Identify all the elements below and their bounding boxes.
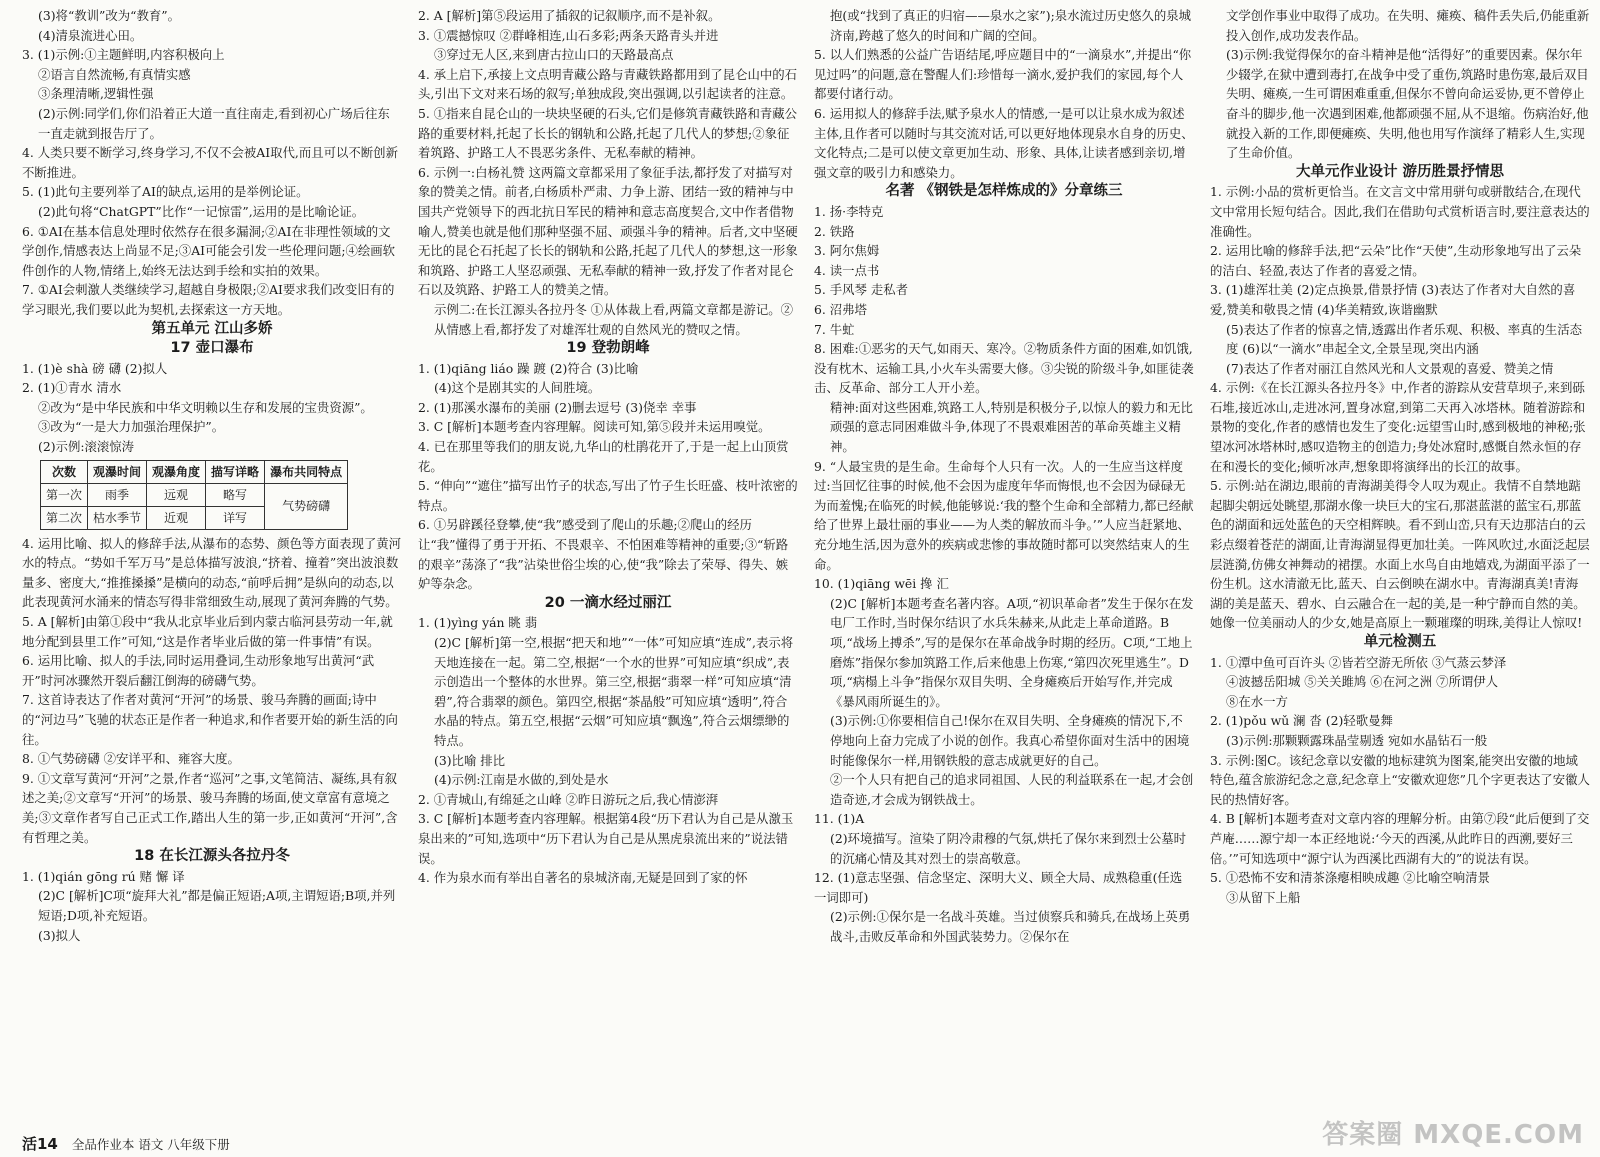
answer-line: 抱(或“找到了真正的归宿——泉水之家”);泉水流过历史悠久的泉城济南,跨越了悠久的时间和广阔的空间。 [830,8,1192,43]
section-heading: 单元检测五 [1363,634,1437,650]
answer-line: (2)示例:同学们,你们沿着正大道一直往南走,看到初心广场后往东一直走就到报告厅了。 [38,105,390,141]
answer-line: 7. 牛虻 [814,321,855,337]
answer-line: (5)表达了作者的惊喜之情,透露出作者乐观、积极、率真的生活态度 (6)以“一滴水”串起全文,全景呈现,突出内涵 [1226,321,1583,357]
answer-line: (2)示例:①保尔是一名战斗英雄。当过侦察兵和骑兵,在战场上英勇战斗,击败反革命和外国武装势力。②保尔在 [830,909,1191,944]
answer-line: 2. (1)①青水 清水 [22,380,122,396]
answer-line: (2)C [解析]本题考查名著内容。A项,“初识革命者”发生于保尔在发电厂工作时,当时保尔结识了水兵朱赫来,从此走上革命道路。B项,“战场上搏杀”,写的是保尔在革命战争时期的经历。C项,“工地上磨炼”指保尔参加筑路工作,后来他患上伤寒,“第四次死里逃生”。D项,“病榻上斗争”指保尔双目失明、全身瘫痪后开始写作,并完成《暴风雨所诞生的》。 [830,595,1194,709]
answer-line: (3)示例:①你要相信自己!保尔在双目失明、全身瘫痪的情况下,不停地向上奋力完成了小说的创作。我真心希望你面对生活中的困境时能像保尔一样,用钢铁般的意志成就更好的自己。 [830,713,1190,768]
answer-line: (3)示例:我觉得保尔的奋斗精神是他“活得好”的重要因素。保尔年少辍学,在狱中遭到毒打,在战争中受了重伤,筑路时患伤寒,最后双目失明、瘫痪,一生可谓困难重重,但保尔不曾向命运妥协,更不曾停止奋斗的脚步,他一次遇到困难,他都顽强不屈,从不退缩。伤病治好,他就投入新的工作,即便瘫痪、失明,他也用写作演绎了精彩人生,实现了生命价值。 [1226,47,1589,161]
page-footer [22,1133,230,1154]
column-3 [814,6,1194,1134]
answer-line: (4)示例:江南是水做的,到处是水 [434,772,609,788]
answer-line: (2)C [解析]C项“旋拜大礼”都是偏正短语;A项,主谓短语;B项,并列短语;D项,补充短语。 [38,888,396,923]
answer-line: 5. 示例:站在湖边,眼前的青海湖美得令人叹为观止。我情不自禁地踮起脚尖朝远处眺望,那湖水像一块巨大的宝石,那湛蓝湛的蓝宝石,那蓝色的湖面和远处蓝色的天空相辉映。看不到山峦,只有天边那洁白的云彩点缀着苍茫的湖面,让青海湖显得更加壮美。一阵风吹过,水面泛起层层涟漪,仿佛女神舞动的裙摆。水面上水鸟自由地嬉戏,为湖面平添了一份生机。这水清澈无比,蓝天、白云倒映在湖水中。青海湖真美!青海湖的美是蓝天、碧水、白云融合在一起的美,是一种宁静而自然的美。她像一位美丽动人的少女,她是高原上一颗璀璨的明珠,美得让人惊叹! [1210,478,1590,631]
answer-line: 3. (1)雄浑壮美 (2)定点换景,借景抒情 (3)表达了作者对大自然的喜爱,赞美和敬畏之情 (4)华美精致,诙谐幽默 [1210,282,1576,317]
columns [22,6,1590,1134]
section-heading: 17 壶口瀑布 [170,340,254,357]
answer-line: ②一个人只有把自己的追求同祖国、人民的利益联系在一起,才会创造奇迹,才会成为钢铁战士。 [830,772,1194,807]
answer-line: 1. 扬·李特克 [814,203,884,219]
answer-line: 2. ①青城山,有绵延之山峰 ②昨日游玩之后,我心情澎湃 [418,791,719,807]
table-header-cell: 描写详略 [206,460,265,483]
answer-line: 5. ①恐怖不安和清茶涤瘪相映成趣 ②比喻空响清景 [1210,870,1490,886]
table-cell: 雨季 [88,483,147,506]
table-cell: 枯水季节 [88,506,147,529]
answer-line: ③穿过无人区,来到唐古拉山口的天路最高点 [434,47,674,63]
answer-line: 3. 阿尔焦姆 [814,243,880,259]
table-header-cell: 次数 [41,460,88,483]
answer-line: (4)清泉流进心田。 [38,27,143,43]
answer-line: 6. 运用拟人的修辞手法,赋予泉水人的情感,一是可以让泉水成为叙述主体,且作者可以随时与其交流对话,可以更好地体现泉水自身的历史、文化特点;二是可以使文章更加生动、形象、具体,让读者感到亲切,增强文章的吸引力和感染力。 [814,105,1194,180]
answer-line: 8. ①气势磅礴 ②安详平和、雍容大度。 [22,751,240,767]
answer-line: 文学创作事业中取得了成功。在失明、瘫痪、稿件丢失后,仍能重新投入创作,成功发表作品。 [1226,8,1590,43]
table-header-row [41,460,348,483]
answer-line: 4. 示例:《在长江源头各拉丹冬》中,作者的游踪从安营草坝子,来到砾石堆,接近冰山,走进冰河,置身冰窟,到第二天再入冰塔林。随着游踪和景物的变化,作者的感情也发生了变化:远望雪山时,感到极地的神秘;张望冰河冰塔林时,感叹造物主的创造力;身处冰窟时,感慨自然永恒的存在和漫长的变化;倾听冰声,想象即将演绎出的长江的故事。 [1210,380,1586,474]
answer-line: 4. 已在那里等我们的朋友说,九华山的杜鹃花开了,于是一起上山顶赏花。 [418,439,789,474]
table-row [41,483,348,506]
answer-line: 6. 沼弗塔 [814,301,867,317]
section-heading: 19 登勃朗峰 [566,340,650,357]
answer-line: 7. 这首诗表达了作者对黄河“开河”的场景、骏马奔腾的画面;诗中的“河边马”飞驰的状态正是作者一种追求,和作者要开始的新生活的向往。 [22,692,398,747]
table-cell: 近观 [147,506,206,529]
answer-line: 示例二:在长江源头各拉丹冬 ①从体裁上看,两篇文章都是游记。②从情感上看,都抒发了对雄浑壮观的自然风光的赞叹之情。 [434,301,793,337]
answer-line: 5. ①指来自昆仑山的一块块坚硬的石头,它们是修筑青藏铁路和青藏公路的重要材料,托起了长长的钢轨和公路,托起了几代人的梦想;②象征着筑路、护路工人不畏恶劣条件、无私奉献的精神。 [418,105,798,161]
answer-line: ②改为“是中华民族和中华文明赖以生存和发展的宝贵资源”。 [38,399,373,415]
waterfall-observation-table [40,460,348,530]
answer-line: 3. 示例:图C。该纪念章以安徽的地标建筑为图案,能突出安徽的地域特色,蕴含旅游纪念之意,纪念章上“安徽欢迎您”几个字更表达了安徽人民的热情好客。 [1210,752,1590,807]
answer-line: 精神:面对这些困难,筑路工人,特别是积极分子,以惊人的毅力和无比顽强的意志同困难做斗争,体现了不畏艰难困苦的革命英雄主义精神。 [830,399,1193,455]
section-heading: 名著 《钢铁是怎样炼成的》分章练三 [885,183,1123,200]
table-cell: 略写 [206,483,265,506]
answer-line: 6. 运用比喻、拟人的手法,同时运用叠词,生动形象地写出黄河“武开”时河冰骤然开裂后翻江倒海的磅礴气势。 [22,653,375,688]
answer-line: 1. (1)è shà 磅 礴 (2)拟人 [22,360,168,376]
watermark: 答案圈 MXQE.COM [1322,1120,1584,1150]
answer-line: 9. “人最宝贵的是生命。生命每个人只有一次。人的一生应当这样度过:当回忆往事的时候,他不会因为虚度年华而悔恨,也不会因为碌碌无为而羞愧;在临死的时候,他能够说:‘我的整个生命和全部精力,都已经献给了世界上最壮丽的事业——为人类的解放而斗争。’”人应当赶紧地、充分地生活,因为意外的疾病或悲惨的事故随时都可以突然结束人的生命。 [814,458,1194,572]
answer-line: 9. ①文章写黄河“开河”之景,作者“巡河”之事,文笔简洁、凝练,具有叙述之美;②文章写“开河”的场景、骏马奔腾的场面,使文章富有意境之美;③文章作者写自己正式工作,踏出人生的第一步,正如黄河“开河”,含有哲理之美。 [22,770,398,845]
answer-line: 1. (1)qiāng liáo 躁 踱 (2)符合 (3)比喻 [418,360,639,376]
answer-line: 11. (1)A [814,811,865,827]
answer-line: 4. 读一点书 [814,262,880,278]
answer-line: 3. ①震撼惊叹 ②群峰相连,山石多彩;两条天路青头并进 [418,27,719,43]
answer-line: 5. 手风琴 走私者 [814,282,909,298]
answer-line: (7)表达了作者对丽江自然风光和人文景观的喜爱、赞美之情 [1226,360,1554,376]
table-header-cell: 观瀑时间 [88,460,147,483]
page-number: 活14 [22,1135,58,1153]
column-2 [418,6,798,1134]
section-heading: 20 一滴水经过丽江 [544,594,672,611]
table-cell: 第二次 [41,506,88,529]
answer-line: (3)将“教训”改为“教育”。 [38,8,181,23]
answer-line: ③改为“一是大力加强治理保护”。 [38,419,225,435]
answer-line: 1. (1)qián gōng rú 赌 懈 译 [22,868,185,884]
answer-line: (2)此句将“ChatGPT”比作“一记惊雷”,运用的是比喻论证。 [38,203,365,219]
table-cell: 第一次 [41,483,88,506]
answer-line: 4. B [解析]本题考查对文章内容的理解分析。由第⑦段“此后便到了交芦庵……源宁却一本正经地说:‘今天的西溪,从此昨日的西溯,要好三倍。’”可知选项中“源宁认为西溪比西湖有大的”的说法有误。 [1210,811,1590,866]
column-1 [22,6,402,1134]
answer-line: 6. 示例一:白杨礼赞 这两篇文章都采用了象征手法,都抒发了对描写对象的赞美之情。前者,白杨质朴严肃、力争上游、团结一致的精神与中国共产党领导下的西北抗日军民的精神和意志高度契合,文中作者借物喻人,赞美也就是他们那种坚强不屈、顽强斗争的精神。后者,文中坚硬无比的昆仑石托起了长长的钢轨和公路,托起了几代人的梦想,这一形象和筑路、护路工人坚忍顽强、无私奉献的精神一致,抒发了作者对昆仑石以及筑路、护路工人的赞美之情。 [418,164,798,298]
answer-line: 8. 困难:①恶劣的天气,如雨天、寒冷。②物质条件方面的困难,如饥饿,没有枕木、运输工具,小火车头需要大修。③尖锐的阶级斗争,如匪徒袭击、反革命、部分工人开小差。 [814,341,1194,396]
answer-line: 2. 铁路 [814,223,855,239]
section-heading: 第五单元 江山多娇 [151,320,273,337]
table-header-cell: 观瀑角度 [147,460,206,483]
answer-line: 3. (1)示例:①主题鲜明,内容积极向上 [22,47,225,63]
answer-line: 5. 以人们熟悉的公益广告语结尾,呼应题目中的“一滴泉水”,并提出“你见过吗”的问题,意在警醒人们:珍惜每一滴水,爱护我们的家园,每个人都要付诸行动。 [814,47,1192,102]
table-cell: 详写 [206,506,265,529]
answer-line: (4)这个是剧其实的人间胜境。 [434,380,601,396]
answer-line: 4. 人类只要不断学习,终身学习,不仅不会被AI取代,而且可以不断创新不断推进。 [22,145,398,180]
answer-line: 2. (1)那溪水瀑布的美丽 (2)删去逗号 (3)侥幸 幸事 [418,399,697,415]
answer-line: ⑧在水一方 [1226,693,1288,709]
section-heading: 大单元作业设计 游历胜景抒情思 [1295,163,1505,180]
answer-line: 1. ①潭中鱼可百许头 ②皆若空游无所依 ③气蒸云梦泽 [1210,654,1507,670]
answer-line: 4. 作为泉水而有举出自著名的泉城济南,无疑是回到了家的怀 [418,870,748,886]
answer-line: 12. (1)意志坚强、信念坚定、深明大义、顾全大局、成熟稳重(任选一词即可) [814,870,1183,905]
table-header-cell: 瀑布共同特点 [265,460,348,483]
table-cell: 远观 [147,483,206,506]
answer-line: 2. (1)pǒu wǔ 澜 沓 (2)轻歌曼舞 [1210,713,1393,729]
answer-line: 2. 运用比喻的修辞手法,把“云朵”比作“天使”,生动形象地写出了云朵的洁白、轻盈,表达了作者的喜爱之情。 [1210,243,1582,278]
table-cell-common-feature: 气势磅礴 [265,483,348,529]
answer-line: 6. ①另辟蹊径登攀,使“我”感受到了爬山的乐趣;②爬山的经历让“我”懂得了勇于开拓、不畏艰辛、不怕困难等精神的重要;③“斩路的艰辛”荡涤了“我”沾染世俗尘埃的心,使“我”除去了荣辱、得失、嫉妒等杂念。 [418,517,789,592]
column-4 [1210,6,1590,1134]
answer-line: 5. (1)此句主要列举了AI的缺点,运用的是举例论证。 [22,184,309,200]
book-title: 全品作业本 语文 八年级下册 [71,1137,230,1152]
answer-line: ②语言自然流畅,有真情实感 [38,66,191,82]
answer-line: (3)比喻 排比 [434,752,506,768]
answer-line: (2)示例:滚滚惊涛 [38,439,135,455]
answer-line: 10. (1)qiāng wēi 搀 汇 [814,576,949,592]
answer-line: (3)拟人 [38,927,81,943]
answer-line: 6. ①AI在基本信息处理时依然存在很多漏洞;②AI在非理性领域的文学创作,情感表达上尚显不足;③AI可能会引发一些伦理问题;④绘画软件创作的人物,情绪上,始终无法达到手绘和实拍的效果。 [22,223,396,278]
answer-line: (3)示例:那颗颗露珠晶莹剔透 宛如水晶钻石一般 [1226,732,1488,748]
answer-line: 5. A [解析]由第①段中“我从北京毕业后到内蒙古临河县劳动一年,就地分配到县里工作”可知,“这是作者毕业后做的第一件事情”有误。 [22,614,393,649]
answer-line: 4. 承上启下,承接上文点明青藏公路与青藏铁路都用到了昆仑山中的石头,引出下文对来石场的叙写;单独成段,突出强调,以引起读者的注意。 [418,66,798,102]
answer-line: 2. A [解析]第⑤段运用了插叙的记叙顺序,而不是补叙。 [418,8,721,23]
answer-line: 3. C [解析]本题考查内容理解。根据第4段“历下君认为自己是从激玉泉出来的”可知,选项中“历下君认为自己是从黑虎泉流出来的”说法错误。 [418,811,794,866]
answer-line: (2)环境描写。渲染了阴冷肃穆的气氛,烘托了保尔来到烈士公墓时的沉痛心情及其对烈士的崇高敬意。 [830,830,1187,866]
answer-line: 1. (1)yìng yán 眺 翡 [418,615,538,631]
answer-line: ③从留下上船 [1226,889,1301,905]
section-heading: 18 在长江源头各拉丹冬 [134,848,290,865]
answer-line: 3. C [解析]本题考查内容理解。阅读可知,第⑤段并未运用嗅觉。 [418,419,771,435]
answer-line: ④波撼岳阳城 ⑤关关雎鸠 ⑥在河之洲 ⑦所谓伊人 [1226,674,1499,690]
answer-line: 4. 运用比喻、拟人的修辞手法,从瀑布的态势、颜色等方面表现了黄河水的特点。“势如千军万马”是总体描写波浪,“挤着、撞着”突出波浪数量多、密度大,“推推搡搡”是横向的动态,“前呼后拥”是纵向的动态,以此表现黄河水涌来的情态写得非常细致生动,展现了黄河奔腾的气势。 [22,535,402,610]
answer-line: 7. ①AI会刺激人类继续学习,超越自身极限;②AI要求我们改变旧有的学习眼光,我们要以此为契机,去探索这一方天地。 [22,282,395,317]
answer-line: ③条理清晰,逻辑性强 [38,86,154,102]
answer-line: (2)C [解析]第一空,根据“把天和地”“一体”可知应填“连成”,表示将天地连接在一起。第二空,根据“一个水的世界”可知应填“织成”,表示创造出一个整体的水世界。第三空,根据“翡翠一样”可知应填“清碧”,符合翡翠的颜色。第四空,根据“茶晶般”可知应填“透明”,符合水晶的特点。第五空,根据“云烟”可知应填“飘逸”,符合云烟缥缈的特点。 [434,635,794,748]
answer-line: 1. 示例:小品的赏析更恰当。在文言文中常用骈句或骈散结合,在现代文中常用长短句结合。因此,我们在借助句式赏析语言时,要注意表达的准确性。 [1210,184,1590,239]
answer-line: 5. “伸向”“遮住”描写出竹子的状态,写出了竹子生长旺盛、枝叶浓密的特点。 [418,478,798,513]
